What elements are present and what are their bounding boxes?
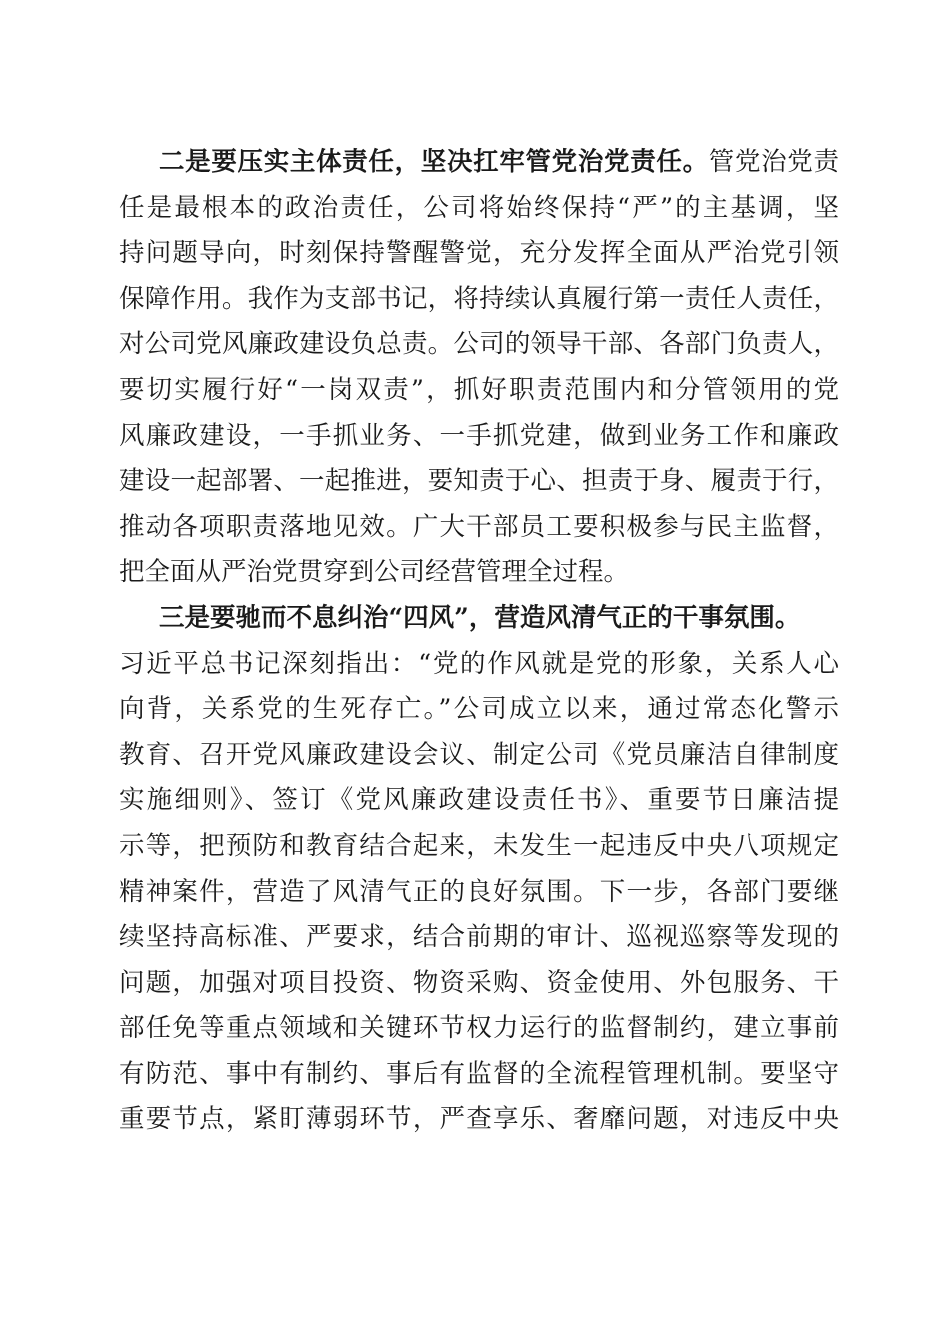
text-line: 把全面从严治党贯穿到公司经营管理全过程。: [119, 557, 630, 588]
document-body: [119, 140, 839, 1143]
text-line: 问题，加强对项目投资、物资采购、资金使用、外包服务、干: [119, 967, 839, 998]
text-line: 保障作用。我作为支部书记，将持续认真履行第一责任人责任，: [119, 283, 839, 314]
paragraph-heading: 三是要驰而不息纠治“四风”，营造风清气正的干事氛围。: [159, 602, 801, 633]
paragraph-heading: 二是要压实主体责任，坚决扛牢管党治党责任。: [159, 147, 709, 177]
text-line: 有防范、事中有制约、事后有监督的全流程管理机制。要坚守: [119, 1058, 839, 1089]
text-line: 对公司党风廉政建设负总责。公司的领导干部、各部门负责人，: [119, 329, 839, 360]
text-line: 实施细则》、签订《党风廉政建设责任书》、重要节日廉洁提: [119, 785, 839, 816]
text-line: 任是最根本的政治责任，公司将始终保持“严”的主基调，坚: [119, 192, 839, 223]
text-line: 要切实履行好“一岗双责”，抓好职责范围内和分管领用的党: [119, 374, 839, 405]
paragraph-two: [119, 140, 839, 596]
text-line: 习近平总书记深刻指出：“党的作风就是党的形象，关系人心: [119, 648, 839, 679]
text-line: [119, 596, 839, 642]
text-line: 部任免等重点领域和关键环节权力运行的监督制约，建立事前: [119, 1013, 839, 1044]
text-line: 精神案件，营造了风清气正的良好氛围。下一步，各部门要继: [119, 876, 839, 907]
text-line: 续坚持高标准、严要求，结合前期的审计、巡视巡察等发现的: [119, 922, 839, 953]
text-line: 示等，把预防和教育结合起来，未发生一起违反中央八项规定: [119, 830, 839, 861]
text-line: 建设一起部署、一起推进，要知责于心、担责于身、履责于行，: [119, 466, 839, 497]
paragraph-three: [119, 596, 839, 1143]
text-line: 教育、召开党风廉政建设会议、制定公司《党员廉洁自律制度: [119, 739, 839, 770]
text-line: 向背，关系党的生死存亡。”公司成立以来，通过常态化警示: [119, 694, 839, 725]
text-line: [119, 140, 839, 186]
text-line: 持问题导向，时刻保持警醒警觉，充分发挥全面从严治党引领: [119, 238, 839, 269]
text-line: 推动各项职责落地见效。广大干部员工要积极参与民主监督，: [119, 511, 839, 542]
text-line: 重要节点，紧盯薄弱环节，严查享乐、奢靡问题，对违反中央: [119, 1104, 839, 1135]
line-text: 管党治党责: [708, 147, 839, 177]
text-line: 风廉政建设，一手抓业务、一手抓党建，做到业务工作和廉政: [119, 420, 839, 451]
